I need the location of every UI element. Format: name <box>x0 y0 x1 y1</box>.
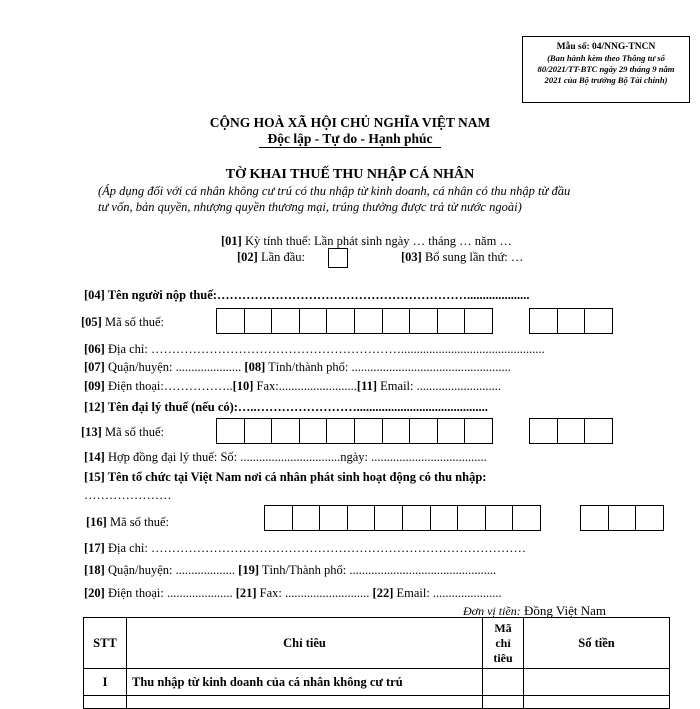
field-13-agent-tax-code-label <box>81 425 164 440</box>
field-18-19-org-district-province[interactable] <box>84 563 496 578</box>
field-06-text: Địa chỉ: …………………………………………………….............................................. <box>104 342 545 356</box>
field-22-code: [22] <box>372 586 394 600</box>
header-item: Chỉ tiêu <box>127 618 483 669</box>
row-code[interactable] <box>483 669 524 696</box>
field-21-text: Fax: ........................... <box>256 586 373 600</box>
first-time-checkbox[interactable] <box>328 248 348 268</box>
field-03-text: Bổ sung lần thứ: … <box>421 250 524 264</box>
agent-tax-code-suffix-boxes[interactable] <box>529 418 612 444</box>
currency-value: Đồng Việt Nam <box>520 603 607 618</box>
field-20-code: [20] <box>84 586 105 600</box>
field-02-text: Lần đầu: <box>257 250 306 264</box>
field-02-code: [02] <box>237 250 258 264</box>
field-06-code: [06] <box>84 342 105 356</box>
field-11-code: [11] <box>356 379 378 393</box>
field-17-text: Địa chỉ: ……………………………………………………………………………… <box>104 541 526 555</box>
form-note-line-1: (Ban hành kèm theo Thông tư số <box>547 53 665 63</box>
field-16-text: Mã số thuế: <box>106 515 169 529</box>
form-subtitle-line-2: tư vốn, bản quyền, nhượng quyền thương mại, trúng thưởng được trả từ nước ngoài) <box>98 200 522 214</box>
field-18-text: Quận/huyện: ................... <box>104 563 239 577</box>
field-17-code: [17] <box>84 541 105 555</box>
row-item: Thu nhập từ kinh doanh của cá nhân không cư trú <box>127 669 483 696</box>
field-14-agent-contract[interactable] <box>84 450 487 465</box>
taxpayer-tax-code-boxes[interactable] <box>216 308 492 334</box>
field-16-org-tax-code-label <box>86 515 169 530</box>
field-09-11-contact[interactable] <box>84 379 501 394</box>
field-04-taxpayer-name[interactable]: [04] Tên người nộp thuế:…………………………………………………….................... <box>84 288 530 302</box>
field-12-agent-name[interactable]: [12] Tên đại lý thuế (nếu có):…..…………………….......................................... <box>84 400 488 414</box>
field-20-22-org-contact[interactable] <box>84 586 502 601</box>
header-stt: STT <box>84 618 127 669</box>
field-05-code: [05] <box>81 315 102 329</box>
row-stt: I <box>84 669 127 696</box>
field-16-code: [16] <box>86 515 107 529</box>
org-tax-code-boxes[interactable] <box>264 505 540 531</box>
table-row <box>84 696 670 709</box>
field-14-code: [14] <box>84 450 105 464</box>
field-15-organization-name: [15] Tên tổ chức tại Việt Nam nơi cá nhân phát sinh hoạt động có thu nhập: <box>84 470 487 484</box>
field-14-text: Hợp đồng đại lý thuế: Số: ................................ngày: ..................................... <box>104 450 487 464</box>
field-08-code: [08] <box>244 360 266 374</box>
field-09-text: Điện thoại:…………….. <box>104 379 233 393</box>
field-18-code: [18] <box>84 563 105 577</box>
field-06-address[interactable] <box>84 342 545 357</box>
nation-title: CỘNG HOÀ XÃ HỘI CHỦ NGHĨA VIỆT NAM <box>209 115 491 130</box>
field-15-organization-dots[interactable]: ………………… <box>84 488 172 502</box>
field-19-text: Tỉnh/Thành phố: ............................................... <box>258 563 497 577</box>
field-13-text: Mã số thuế: <box>101 425 164 439</box>
field-11-text: Email: ........................... <box>377 379 501 393</box>
form-code-box <box>522 36 690 103</box>
form-subtitle-line-1: (Áp dụng đối với cá nhân không cư trú có thu nhập từ kinh doanh, cá nhân có thu nhập từ đầu <box>98 184 571 198</box>
tax-table <box>83 617 670 709</box>
table-row <box>84 669 670 696</box>
form-note-line-2: 80/2021/TT-BTC ngày 29 tháng 9 năm <box>537 64 675 74</box>
header-amount: Số tiền <box>524 618 670 669</box>
field-20-text: Điện thoại: ..................... <box>104 586 236 600</box>
field-01-tax-period <box>221 234 512 249</box>
field-01-code: [01] <box>221 234 242 248</box>
field-08-text: Tỉnh/thành phố: ................................................... <box>265 360 511 374</box>
national-motto: Độc lập - Tự do - Hạnh phúc <box>259 131 440 148</box>
field-03-supplement <box>401 250 523 265</box>
form-title: TỜ KHAI THUẾ THU NHẬP CÁ NHÂN <box>225 167 475 182</box>
field-07-text: Quận/huyện: ..................... <box>104 360 245 374</box>
field-21-code: [21] <box>235 586 257 600</box>
table-header-row <box>84 618 670 669</box>
field-17-org-address[interactable] <box>84 541 526 556</box>
field-05-tax-code-label <box>81 315 164 330</box>
field-13-code: [13] <box>81 425 102 439</box>
field-05-text: Mã số thuế: <box>101 315 164 329</box>
field-01-text: Kỳ tính thuế: Lần phát sinh ngày … tháng … năm … <box>241 234 512 248</box>
field-10-text: Fax:......................... <box>253 379 357 393</box>
header-code: Mã chỉ tiêu <box>483 618 524 669</box>
org-tax-code-suffix-boxes[interactable] <box>580 505 663 531</box>
field-03-code: [03] <box>401 250 422 264</box>
form-code: Mẫu số: 04/NNG-TNCN <box>556 42 656 52</box>
agent-tax-code-boxes[interactable] <box>216 418 492 444</box>
field-02-first-time <box>237 250 305 265</box>
field-09-code: [09] <box>84 379 105 393</box>
field-19-code: [19] <box>238 563 259 577</box>
field-07-code: [07] <box>84 360 105 374</box>
field-10-code: [10] <box>232 379 254 393</box>
row-amount[interactable] <box>524 669 670 696</box>
field-22-text: Email: ...................... <box>393 586 502 600</box>
currency-label: Đơn vị tiền: <box>463 604 521 618</box>
form-note-line-3: 2021 của Bộ trưởng Bộ Tài chính) <box>544 75 668 85</box>
field-07-08-district-province[interactable] <box>84 360 511 375</box>
taxpayer-tax-code-suffix-boxes[interactable] <box>529 308 612 334</box>
